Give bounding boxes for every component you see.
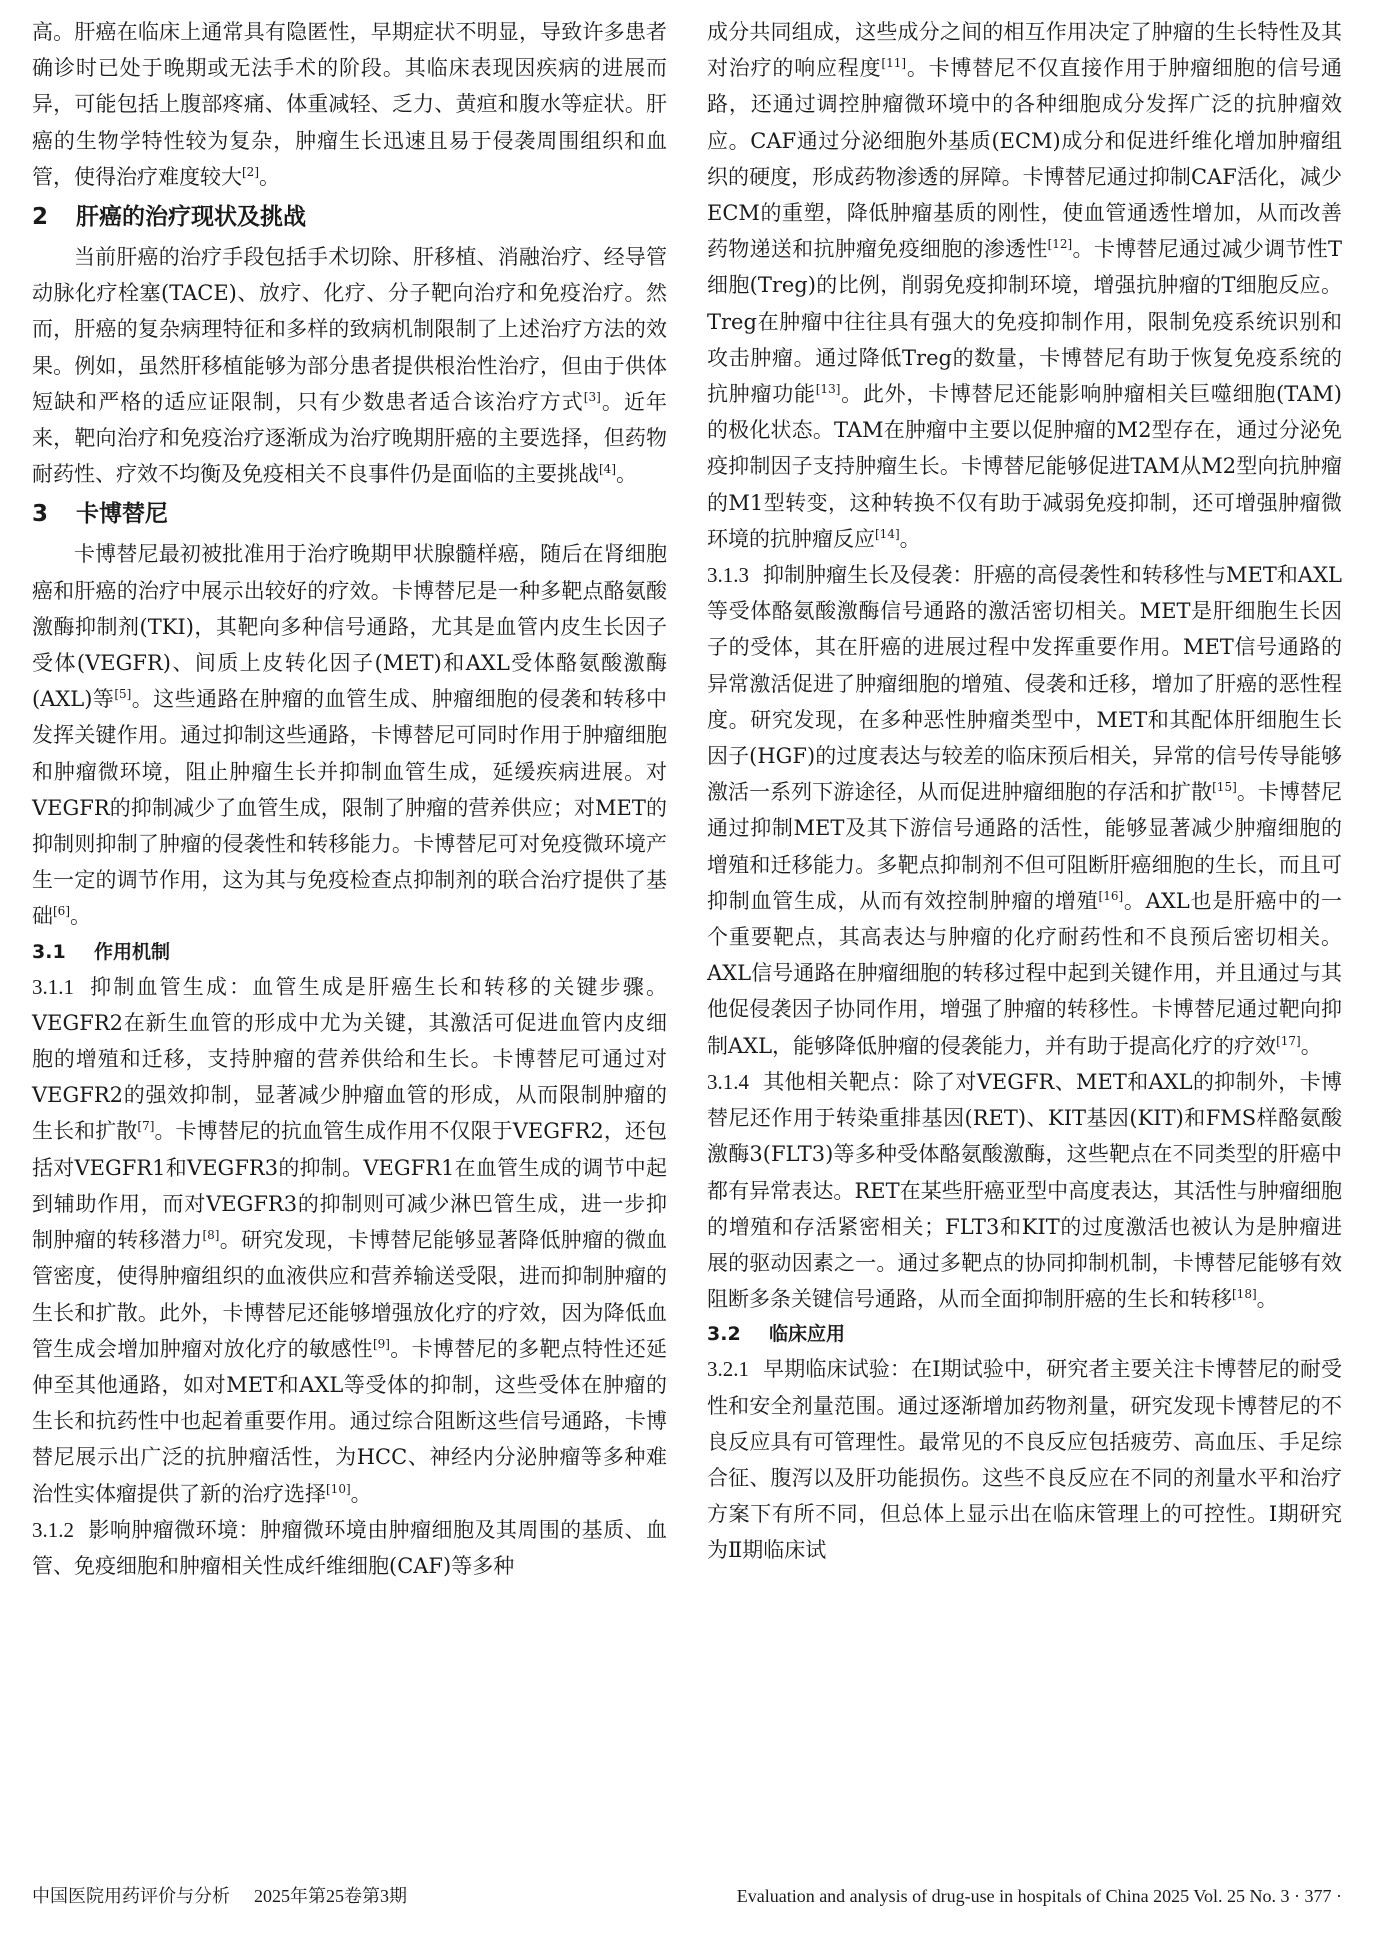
citation-5[interactable]: [5] <box>114 687 132 702</box>
citation-15[interactable]: [15] <box>1212 780 1237 795</box>
left-column <box>32 14 667 1584</box>
citation-12[interactable]: [12] <box>1047 237 1073 252</box>
paragraph-3-1-1: 3.1.1 抑制血管生成：血管生成是肝癌生长和转移的关键步骤。VEGFR2在新生血管的形成中尤为关键，其激活可促进血管内皮细胞的增殖和迁移，支持肿瘤的营养供给和生长。卡博替尼可通过对VEGFR2的强效抑制，显著减少肿瘤血管的形成，从而限制肿瘤的生长和扩散[7]。卡博替尼的抗血管生成作用不仅限于VEGFR2，还包括对VEGFR1和VEGFR3的抑制。VEGFR1在血管生成的调节中起到辅助作用，而对VEGFR3的抑制则可减少淋巴管生成，进一步抑制肿瘤的转移潜力[8]。研究发现，卡博替尼能够显著降低肿瘤的微血管密度，使得肿瘤组织的血液供应和营养输送受限，进而抑制肿瘤的生长和扩散。此外，卡博替尼还能够增强放化疗的疗效，因为降低血管生成会增加肿瘤对放化疗的敏感性[9]。卡博替尼的多靶点特性还延伸至其他通路，如对MET和AXL等受体的抑制，这些受体在肿瘤的生长和抗药性中也起着重要作用。通过综合阻断这些信号通路，卡博替尼展示出广泛的抗肿瘤活性，为HCC、神经内分泌肿瘤等多种难治性实体瘤提供了新的治疗选择[10]。 <box>32 974 668 1506</box>
paragraph-sec2: 当前肝癌的治疗手段包括手术切除、肝移植、消融治疗、经导管动脉化疗栓塞(TACE)、放疗、化疗、分子靶向治疗和免疫治疗。然而，肝癌的复杂病理特征和多样的致病机制限制了上述治疗方法的效果。例如，虽然肝移植能够为部分患者提供根治性治疗，但由于供体短缺和严格的适应证限制，只有少数患者适合该治疗方式[3]。近年来，靶向治疗和免疫治疗逐渐成为治疗晚期肝癌的主要选择，但药物耐药性、疗效不均衡及免疫相关不良事件仍是面临的主要挑战[4]。 <box>32 245 668 487</box>
citation-3[interactable]: [3] <box>583 389 601 404</box>
paragraph-intro: 高。肝癌在临床上通常具有隐匿性，早期症状不明显，导致许多患者确诊时已处于晚期或无法手术的阶段。其临床表现因疾病的进展而异，可能包括上腹部疼痛、体重减轻、乏力、黄疸和腹水等症状。肝癌的生物学特性较为复杂，肿瘤生长迅速且易于侵袭周围组织和血管，使得治疗难度较大[2]。 <box>32 20 667 189</box>
paragraph-3-2-1: 3.2.1 早期临床试验：在Ⅰ期试验中，研究者主要关注卡博替尼的耐受性和安全剂量范围。通过逐渐增加药物剂量，研究发现卡博替尼的不良反应具有可管理性。最常见的不良反应包括疲劳、高血压、手足综合征、腹泻以及肝功能损伤。这些不良反应在不同的剂量水平和治疗方案下有所不同，但总体上显示出在临床管理上的可控性。Ⅰ期研究为Ⅱ期临床试 <box>707 1357 1342 1563</box>
paragraph-3-1-2: 3.1.2 影响肿瘤微环境：肿瘤微环境由肿瘤细胞及其周围的基质、血管、免疫细胞和肿瘤相关性成纤维细胞(CAF)等多种 <box>32 1517 667 1578</box>
footer-left <box>32 1881 407 1911</box>
right-column <box>707 14 1342 1569</box>
journal-name: 中国医院用药评价与分析 <box>32 1886 230 1906</box>
citation-10[interactable]: [10] <box>326 1481 351 1496</box>
footer-right <box>737 1881 1342 1911</box>
paragraph-sec3: 卡博替尼最初被批准用于治疗晚期甲状腺髓样癌，随后在肾细胞癌和肝癌的治疗中展示出较好的疗效。卡博替尼是一种多靶点酪氨酸激酶抑制剂(TKI)，其靶向多种信号通路，尤其是血管内皮生长因子受体(VEGFR)、间质上皮转化因子(MET)和AXL受体酪氨酸激酶(AXL)等[5]。这些通路在肿瘤的血管生成、肿瘤细胞的侵袭和转移中发挥关键作用。通过抑制这些通路，卡博替尼可同时作用于肿瘤细胞和肿瘤微环境，阻止肿瘤生长并抑制血管生成，延缓疾病进展。对VEGFR的抑制减少了血管生成，限制了肿瘤的营养供应；对MET的抑制则抑制了肿瘤的侵袭性和转移能力。卡博替尼可对免疫微环境产生一定的调节作用，这为其与免疫检查点抑制剂的联合治疗提供了基础[6]。 <box>32 542 668 929</box>
citation-17[interactable]: [17] <box>1276 1033 1301 1048</box>
page-footer <box>32 1881 1342 1911</box>
citation-18[interactable]: [18] <box>1232 1287 1257 1302</box>
section-3-1-heading: 3.1 作用机制 <box>32 940 171 963</box>
section-3-heading: 3 卡博替尼 <box>32 501 168 528</box>
citation-14[interactable]: [14] <box>875 526 900 541</box>
section-3-2-heading: 3.2 临床应用 <box>707 1323 846 1346</box>
citation-16[interactable]: [16] <box>1098 888 1124 903</box>
section-2-heading: 2 肝癌的治疗现状及挑战 <box>32 204 306 231</box>
citation-13[interactable]: [13] <box>815 382 841 397</box>
citation-4[interactable]: [4] <box>599 462 616 477</box>
citation-7[interactable]: [7] <box>137 1119 155 1134</box>
paragraph-3-1-3: 3.1.3 抑制肿瘤生长及侵袭：肝癌的高侵袭性和转移性与MET和AXL等受体酪氨酸激酶信号通路的激活密切相关。MET是肝细胞生长因子的受体，其在肝癌的进展过程中发挥重要作用。MET信号通路的异常激活促进了肿瘤细胞的增殖、侵袭和迁移，增加了肝癌的恶性程度。研究发现，在多种恶性肿瘤类型中，MET和其配体肝细胞生长因子(HGF)的过度表达与较差的临床预后相关，异常的信号传导能够激活一系列下游途径，从而促进肿瘤细胞的存活和扩散[15]。卡博替尼通过抑制MET及其下游信号通路的活性，能够显著减少肿瘤细胞的增殖和迁移能力。多靶点抑制剂不但可阻断肝癌细胞的生长，而且可抑制血管生成，从而有效控制肿瘤的增殖[16]。AXL也是肝癌中的一个重要靶点，其高表达与肿瘤的化疗耐药性和不良预后密切相关。AXL信号通路在肿瘤细胞的转移过程中起到关键作用，并且通过与其他促侵袭因子协同作用，增强了肿瘤的转移性。卡博替尼通过靶向抑制AXL，能够降低肿瘤的侵袭能力，并有助于提高化疗的疗效[17]。 <box>707 563 1342 1058</box>
paragraph-3-1-2-cont: 成分共同组成，这些成分之间的相互作用决定了肿瘤的生长特性及其对治疗的响应程度[11]。卡博替尼不仅直接作用于肿瘤细胞的信号通路，还通过调控肿瘤微环境中的各种细胞成分发挥广泛的抗肿瘤效应。CAF通过分泌细胞外基质(ECM)成分和促进纤维化增加肿瘤组织的硬度，形成药物渗透的屏障。卡博替尼通过抑制CAF活化，减少ECM的重塑，降低肿瘤基质的刚性，使血管通透性增加，从而改善药物递送和抗肿瘤免疫细胞的渗透性[12]。卡博替尼通过减少调节性T细胞(Treg)的比例，削弱免疫抑制环境，增强抗肿瘤的T细胞反应。Treg在肿瘤中往往具有强大的免疫抑制作用，限制免疫系统识别和攻击肿瘤。通过降低Treg的数量，卡博替尼有助于恢复免疫系统的抗肿瘤功能[13]。此外，卡博替尼还能影响肿瘤相关巨噬细胞(TAM)的极化状态。TAM在肿瘤中主要以促肿瘤的M2型存在，通过分泌免疫抑制因子支持肿瘤生长。卡博替尼能够促进TAM从M2型向抗肿瘤的M1型转变，这种转换不仅有助于减弱免疫抑制，还可增强肿瘤微环境的抗肿瘤反应[14]。 <box>707 20 1343 551</box>
journal-name-en: Evaluation and analysis of drug-use in hospitals of China 2025 Vol. 25 No. 3 <box>736 1886 1290 1906</box>
citation-11[interactable]: [11] <box>881 56 907 71</box>
citation-8[interactable]: [8] <box>202 1228 220 1243</box>
citation-9[interactable]: [9] <box>372 1336 390 1351</box>
citation-2[interactable]: [2] <box>242 164 259 179</box>
page-number: · 377 · <box>1294 1886 1342 1906</box>
journal-issue: 2025年第25卷第3期 <box>254 1886 407 1906</box>
paragraph-3-1-4: 3.1.4 其他相关靶点：除了对VEGFR、MET和AXL的抑制外，卡博替尼还作用于转染重排基因(RET)、KIT基因(KIT)和FMS样酪氨酸激酶3(FLT3)等多种受体酪氨酸激酶，这些靶点在不同类型的肝癌中都有异常表达。RET在某些肝癌亚型中高度表达，其活性与肿瘤细胞的增殖和存活紧密相关；FLT3和KIT的过度激活也被认为是肿瘤进展的驱动因素之一。通过多靶点的协同抑制机制，卡博替尼能够有效阻断多条关键信号通路，从而全面抑制肝癌的生长和转移[18]。 <box>707 1069 1342 1312</box>
citation-6[interactable]: [6] <box>53 904 70 919</box>
